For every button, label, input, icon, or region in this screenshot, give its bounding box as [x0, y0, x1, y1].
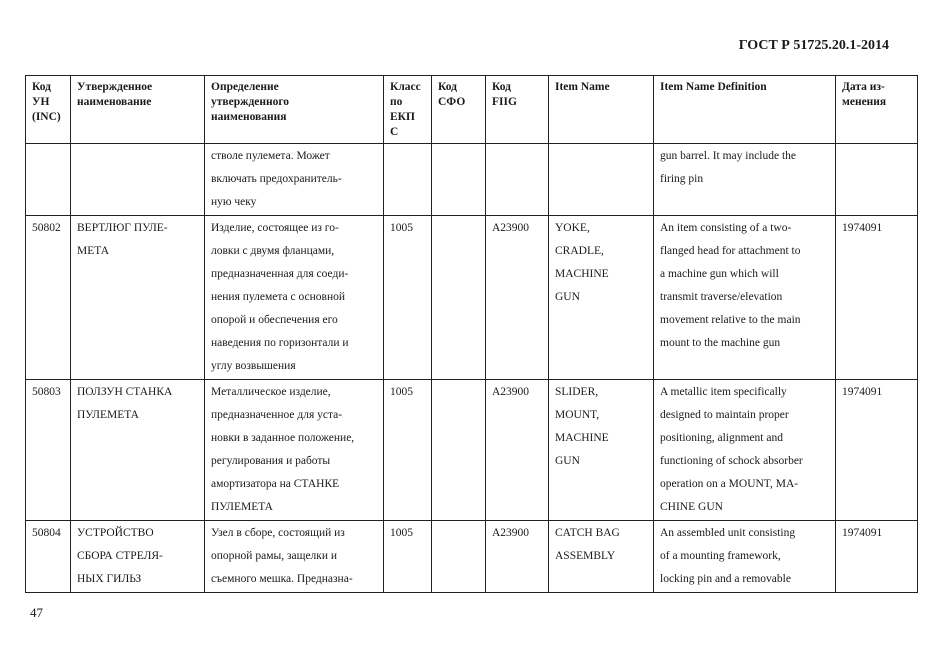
cell-text-line: flanged head for attachment to — [660, 245, 801, 257]
cell-text-line: предназначенное для уста- — [211, 409, 343, 421]
cell-text-line: съемного мешка. Предназна- — [211, 573, 353, 585]
cell-text-line: An item consisting of a two- — [660, 222, 792, 234]
cell-sfo — [432, 380, 486, 521]
cell-text-line: ловки с двумя фланцами, — [211, 245, 335, 257]
cell-change-date — [836, 216, 918, 380]
cell-text-line: углу возвышения — [211, 360, 296, 372]
cell-sfo — [432, 216, 486, 380]
cell-definition — [205, 216, 384, 380]
cell-text-line: functioning of schock absorber — [660, 455, 803, 467]
cell-text-line: ПУЛЕМЕТА — [77, 409, 139, 421]
cell-item-name — [549, 380, 654, 521]
cell-text-line: включать предохранитель- — [211, 173, 342, 185]
cell-text-line: нения пулемета с основной — [211, 291, 346, 303]
cell-text-line: A metallic item specifically — [660, 386, 787, 398]
col-definition: Определение утвержденного наименования — [205, 76, 384, 144]
cell-definition — [205, 380, 384, 521]
cell-text-line: An assembled unit consisting — [660, 527, 796, 539]
cell-text-line: опорой и обеспечения его — [211, 314, 338, 326]
cell-text-line: CHINE GUN — [660, 501, 723, 513]
cell-item-definition — [654, 521, 836, 593]
cell-text-line: 1005 — [390, 222, 413, 234]
cell-inc — [26, 521, 71, 593]
cell-text-line: gun barrel. It may include the — [660, 150, 797, 162]
cell-text-line: 1974091 — [842, 222, 883, 234]
cell-text-line: 1974091 — [842, 527, 883, 539]
cell-text-line: УСТРОЙСТВО — [77, 527, 154, 539]
cell-text-line: МЕТА — [77, 245, 110, 257]
cell-text-line: A23900 — [492, 386, 530, 398]
cell-text-line: ную чеку — [211, 196, 257, 208]
cell-text-line: НЫХ ГИЛЬЗ — [77, 573, 142, 585]
cell-text-line: амортизатора на СТАНКЕ — [211, 478, 340, 490]
cell-text-line: A23900 — [492, 527, 530, 539]
col-approved-name: Утвержденное наименование — [71, 76, 205, 144]
cell-item-definition — [654, 216, 836, 380]
cell-fiig — [486, 144, 549, 216]
cell-text-line: 50802 — [32, 222, 61, 234]
cell-inc — [26, 380, 71, 521]
cell-text-line: 1974091 — [842, 386, 883, 398]
col-change-date: Дата из- менения — [836, 76, 918, 144]
cell-change-date — [836, 380, 918, 521]
cell-text-line: A23900 — [492, 222, 530, 234]
cell-text-line: of a mounting framework, — [660, 550, 781, 562]
cell-text-line: ПОЛЗУН СТАНКА — [77, 386, 173, 398]
cell-item-definition — [654, 380, 836, 521]
cell-text-line: a machine gun which will — [660, 268, 779, 280]
cell-item-name — [549, 216, 654, 380]
cell-text-line: mount to the machine gun — [660, 337, 781, 349]
table-header-row — [26, 76, 918, 144]
cell-definition — [205, 144, 384, 216]
cell-sfo — [432, 521, 486, 593]
cell-change-date — [836, 521, 918, 593]
cell-text-line: MACHINE — [555, 432, 609, 444]
cell-class — [384, 216, 432, 380]
cell-text-line: movement relative to the main — [660, 314, 801, 326]
cell-text-line: MACHINE — [555, 268, 609, 280]
table-row — [26, 380, 918, 521]
cell-item-name — [549, 144, 654, 216]
cell-text-line: 1005 — [390, 527, 413, 539]
cell-text-line: наведения по горизонтали и — [211, 337, 349, 349]
cell-item-name — [549, 521, 654, 593]
cell-approved-name — [71, 380, 205, 521]
item-table — [25, 75, 918, 593]
cell-text-line: регулирования и работы — [211, 455, 331, 467]
col-sfo: Код СФО — [432, 76, 486, 144]
col-fiig: Код FIIG — [486, 76, 549, 144]
cell-fiig — [486, 380, 549, 521]
cell-text-line: Изделие, состоящее из го- — [211, 222, 339, 234]
cell-change-date — [836, 144, 918, 216]
cell-text-line: CATCH BAG — [555, 527, 620, 539]
cell-text-line: SLIDER, — [555, 386, 599, 398]
cell-text-line: positioning, alignment and — [660, 432, 783, 444]
table-row — [26, 216, 918, 380]
cell-text-line: Металлическое изделие, — [211, 386, 331, 398]
cell-text-line: 50803 — [32, 386, 61, 398]
cell-text-line: transmit traverse/elevation — [660, 291, 783, 303]
cell-text-line: CRADLE, — [555, 245, 604, 257]
cell-text-line: Узел в сборе, состоящий из — [211, 527, 345, 539]
cell-text-line: locking pin and a removable — [660, 573, 791, 585]
table-row — [26, 144, 918, 216]
doc-code: ГОСТ Р 51725.20.1-2014 — [738, 38, 889, 53]
cell-text-line: MOUNT, — [555, 409, 600, 421]
table-row — [26, 521, 918, 593]
cell-text-line: GUN — [555, 291, 580, 303]
cell-text-line: operation on a MOUNT, MA- — [660, 478, 799, 490]
cell-class — [384, 521, 432, 593]
cell-text-line: ПУЛЕМЕТА — [211, 501, 273, 513]
cell-text-line: стволе пулемета. Может — [211, 150, 330, 162]
col-item-name: Item Name — [549, 76, 654, 144]
page-number: 47 — [30, 605, 43, 620]
cell-approved-name — [71, 216, 205, 380]
cell-text-line: СБОРА СТРЕЛЯ- — [77, 550, 163, 562]
col-class: Класс по ЕКП С — [384, 76, 432, 144]
cell-text-line: ВЕРТЛЮГ ПУЛЕ- — [77, 222, 168, 234]
cell-text-line: GUN — [555, 455, 580, 467]
cell-approved-name — [71, 521, 205, 593]
cell-text-line: firing pin — [660, 173, 704, 185]
cell-fiig — [486, 216, 549, 380]
cell-definition — [205, 521, 384, 593]
cell-text-line: новки в заданное положение, — [211, 432, 355, 444]
cell-inc — [26, 216, 71, 380]
cell-text-line: YOKE, — [555, 222, 590, 234]
cell-class — [384, 144, 432, 216]
col-item-definition: Item Name Definition — [654, 76, 836, 144]
cell-text-line: предназначенная для соеди- — [211, 268, 349, 280]
cell-item-definition — [654, 144, 836, 216]
cell-fiig — [486, 521, 549, 593]
cell-text-line: опорной рамы, защелки и — [211, 550, 338, 562]
cell-sfo — [432, 144, 486, 216]
cell-text-line: 50804 — [32, 527, 61, 539]
cell-text-line: ASSEMBLY — [555, 550, 616, 562]
cell-text-line: 1005 — [390, 386, 413, 398]
cell-inc — [26, 144, 71, 216]
col-inc: Код УН (INC) — [26, 76, 71, 144]
cell-class — [384, 380, 432, 521]
cell-approved-name — [71, 144, 205, 216]
cell-text-line: designed to maintain proper — [660, 409, 789, 421]
